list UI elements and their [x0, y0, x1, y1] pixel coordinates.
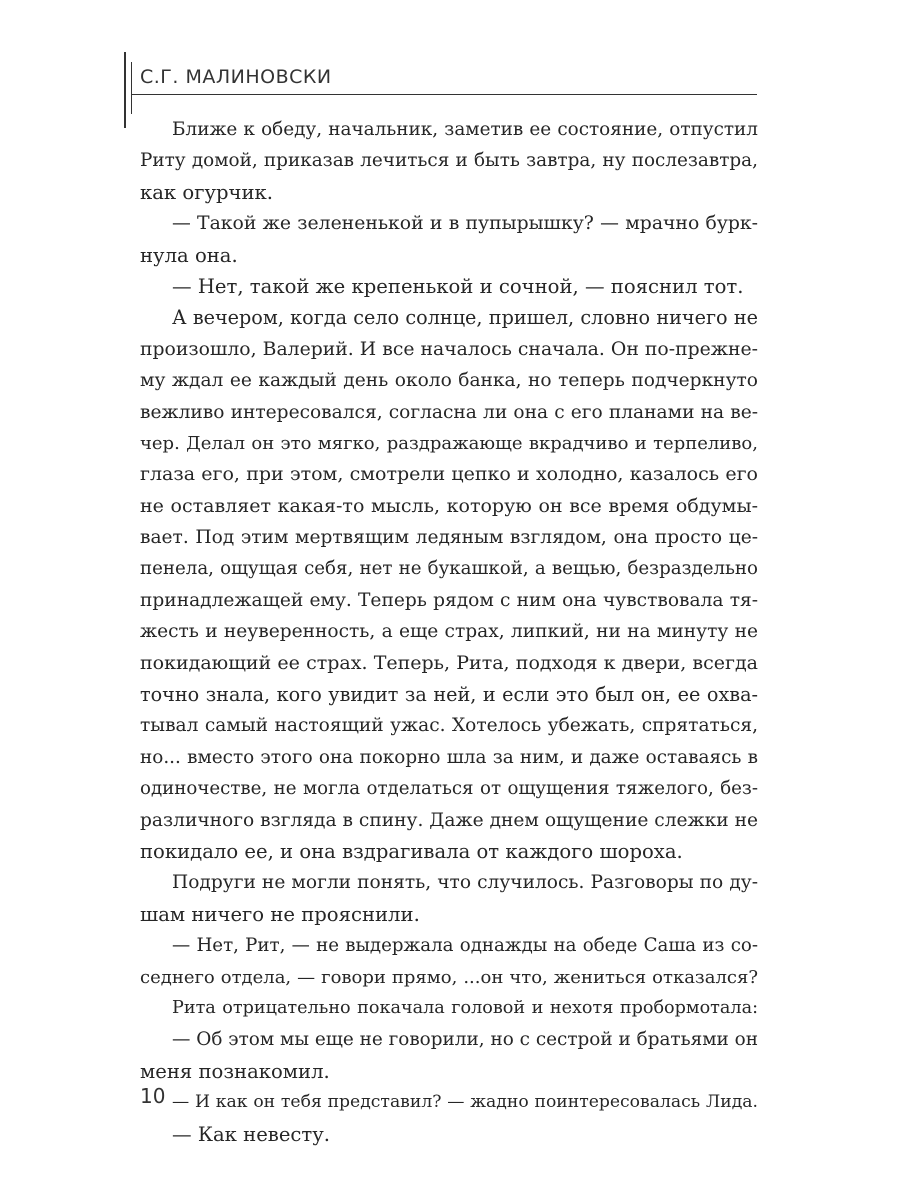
text-line: вежливо интересовался, согласна ли она с его планами на ве- — [140, 401, 758, 423]
body-text — [140, 114, 758, 1150]
text-line: глаза его, при этом, смотрели цепко и холодно, казалось его — [140, 463, 758, 486]
text-line: как огурчик. — [140, 180, 274, 204]
text-line: вает. Под этим мертвящим ледяным взглядом, она просто це- — [140, 527, 758, 549]
text-line: пенела, ощущая себя, нет не букашкой, а вещью, безраздельно — [140, 558, 758, 580]
header-horizontal-rule — [131, 94, 757, 95]
text-line: принадлежащей ему. Теперь рядом с ним она чувствовала тя- — [140, 589, 758, 611]
text-line: — Такой же зелененькой и в пупырышку? — мрачно бурк- — [172, 213, 758, 235]
text-line: — И как он тебя представил? — жадно поинтересовалась Лида. — [172, 1092, 758, 1113]
text-line: но... вместо этого она покорно шла за ним, и даже оставаясь в — [140, 746, 758, 768]
text-line: Ближе к обеду, начальник, заметив ее состояние, отпустил — [172, 119, 758, 140]
text-line: седнего отдела, — говори прямо, ...он что, жениться отказался? — [140, 966, 758, 988]
text-line: му ждал ее каждый день около банка, но теперь подчеркнуто — [140, 370, 758, 392]
text-line: одиночестве, не могла отделаться от ощущения тяжелого, без- — [140, 778, 758, 800]
text-line: точно знала, кого увидит за ней, и если это был он, ее охва- — [140, 683, 758, 707]
text-line: Риту домой, приказав лечиться и быть завтра, ну послезавтра, — [140, 150, 758, 172]
text-line: тывал самый настоящий ужас. Хотелось убежать, спрятаться, — [140, 715, 758, 737]
text-line: шам ничего не прояснили. — [140, 902, 420, 926]
text-line: — Нет, такой же крепенькой и сочной, — пояснил тот. — [172, 274, 744, 298]
text-line: не оставляет какая-то мысль, которую он все время обдумы- — [140, 494, 758, 517]
text-line: Рита отрицательно покачала головой и нехотя пробормотала: — [172, 997, 758, 1018]
page-number: 10 — [140, 1084, 166, 1108]
text-line: нула она. — [140, 243, 238, 267]
text-line: покидало ее, и она вздрагивала от каждого шороха. — [140, 839, 683, 863]
header-vertical-rule-outer — [124, 52, 126, 128]
header-vertical-rule-inner — [131, 62, 132, 114]
text-line: А вечером, когда село солнце, пришел, словно ничего не — [172, 306, 758, 330]
text-line: Подруги не могли понять, что случилось. Разговоры по ду- — [172, 872, 758, 894]
text-line: — Нет, Рит, — не выдержала однажды на обеде Саша из со- — [172, 935, 758, 957]
text-line: произошло, Валерий. И все началось сначала. Он по-прежне- — [140, 338, 758, 360]
running-head-author: С.Г. МАЛИНОВСКИ — [140, 66, 332, 88]
text-line: меня познакомил. — [140, 1059, 330, 1083]
text-line: — Как невесту. — [172, 1122, 330, 1146]
text-line: — Об этом мы еще не говорили, но с сестрой и братьями он — [172, 1029, 758, 1051]
text-line: жесть и неуверенность, а еще страх, липкий, ни на минуту не — [140, 621, 758, 643]
text-line: покидающий ее страх. Теперь, Рита, подходя к двери, всегда — [140, 651, 758, 674]
text-line: различного взгляда в спину. Даже днем ощущение слежки не — [140, 809, 758, 831]
text-line: чер. Делал он это мягко, раздражающе вкрадчиво и терпеливо, — [140, 432, 758, 454]
